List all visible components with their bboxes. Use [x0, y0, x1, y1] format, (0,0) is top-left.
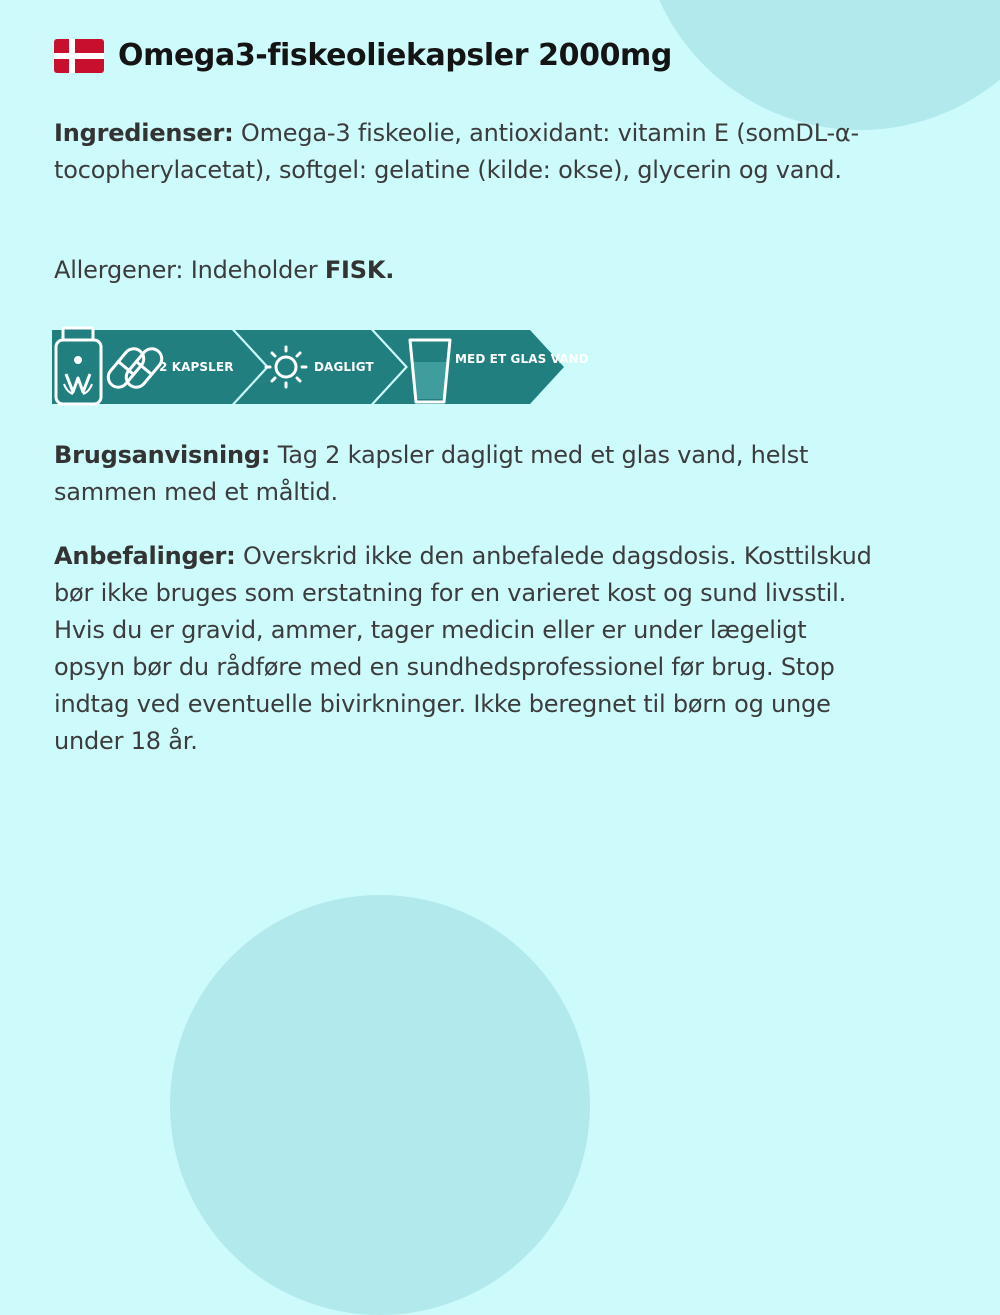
page-header — [54, 38, 672, 73]
ingredients-text: Omega-3 fiskeolie, antioxidant: vitamin E (somDL-α-tocopherylacetat), softgel: gelatine (kilde: okse), glycerin og vand. — [54, 119, 859, 184]
dosage-banner — [52, 326, 589, 408]
usage-text: Tag 2 kapsler dagligt med et glas vand, helst sammen med et måltid. — [54, 441, 809, 506]
denmark-flag-icon — [54, 39, 104, 73]
usage-section — [54, 437, 884, 511]
dosage-banner-graphic — [52, 326, 589, 408]
allergens-highlight: FISK. — [324, 256, 395, 284]
step-label-capsules: 2 KAPSLER — [159, 360, 234, 374]
ingredients-label: Ingredienser: — [54, 119, 234, 147]
step-label-water: MED ET GLAS VAND — [455, 352, 589, 366]
decorative-circle-bottom — [170, 895, 590, 1315]
ingredients-section — [54, 115, 884, 189]
recommendations-section — [54, 538, 884, 760]
usage-label: Brugsanvisning: — [54, 441, 271, 469]
decorative-circle-top-right — [640, 0, 1000, 130]
allergens-section — [54, 252, 884, 289]
recommendations-label: Anbefalinger: — [54, 542, 236, 570]
recommendations-text: Overskrid ikke den anbefalede dagsdosis. Kosttilskud bør ikke bruges som erstatning for en varieret kost og sund livsstil. Hvis du er gravid, ammer, tager medicin eller er under lægeligt opsyn bør du rådføre med en sundhedsprofessionel før brug. Stop indtag ved eventuelle bivirkninger. Ikke beregnet til børn og unge under 18 år. — [54, 542, 872, 755]
allergens-text: Allergener: Indeholder — [54, 256, 325, 284]
page-title: Omega3-fiskeoliekapsler 2000mg — [118, 38, 672, 73]
supplement-bottle-icon — [56, 328, 101, 404]
step-label-daily: DAGLIGT — [314, 360, 374, 374]
